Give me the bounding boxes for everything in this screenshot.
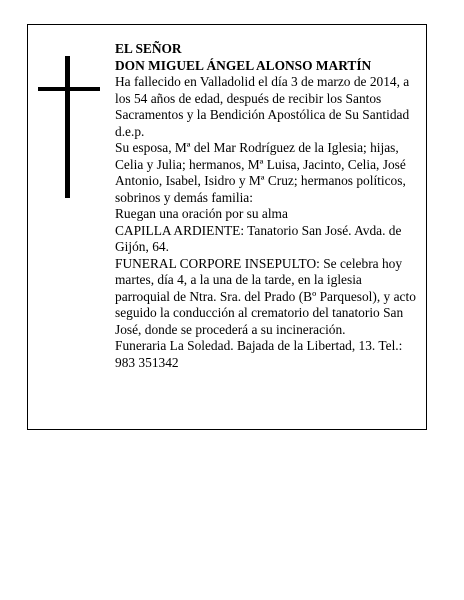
funeral-service: FUNERAL CORPORE INSEPULTO: Se celebra hoy martes, día 4, a la una de la tarde, en la iglesia parroquial de Ntra. Sra. del Prado (Bº Parquesol), y acto seguido la conducción al crematorio del tanatorio San José, donde se procederá a su incineración. xyxy=(115,255,416,337)
obituary-notice xyxy=(27,24,427,430)
cross-horizontal-bar xyxy=(38,87,100,91)
heading-title: EL SEÑOR xyxy=(115,41,182,56)
cross-vertical-bar xyxy=(65,56,70,198)
deceased-name: DON MIGUEL ÁNGEL ALONSO MARTÍN xyxy=(115,57,372,73)
family-list: Su esposa, Mª del Mar Rodríguez de la Iglesia; hijas, Celia y Julia; hermanos, Mª Luisa, Jacinto, Celia, José Antonio, Isabel, Isidro y Mª Cruz; hermanos políticos, sobrinos y demás familia: xyxy=(115,140,406,205)
death-announcement: Ha fallecido en Valladolid el día 3 de marzo de 2014, a los 54 años de edad, después de recibir los Santos Sacramentos y la Bendición Apostólica de Su Santidad d.e.p. xyxy=(115,74,410,139)
funeral-chapel: CAPILLA ARDIENTE: Tanatorio San José. Avda. de Gijón, 64. xyxy=(115,222,402,254)
obituary-text xyxy=(115,41,419,371)
funeral-home: Funeraria La Soledad. Bajada de la Libertad, 13. Tel.: 983 351342 xyxy=(115,338,403,370)
cross-icon xyxy=(38,56,100,198)
prayer-request: Ruegan una oración por su alma xyxy=(115,206,288,221)
